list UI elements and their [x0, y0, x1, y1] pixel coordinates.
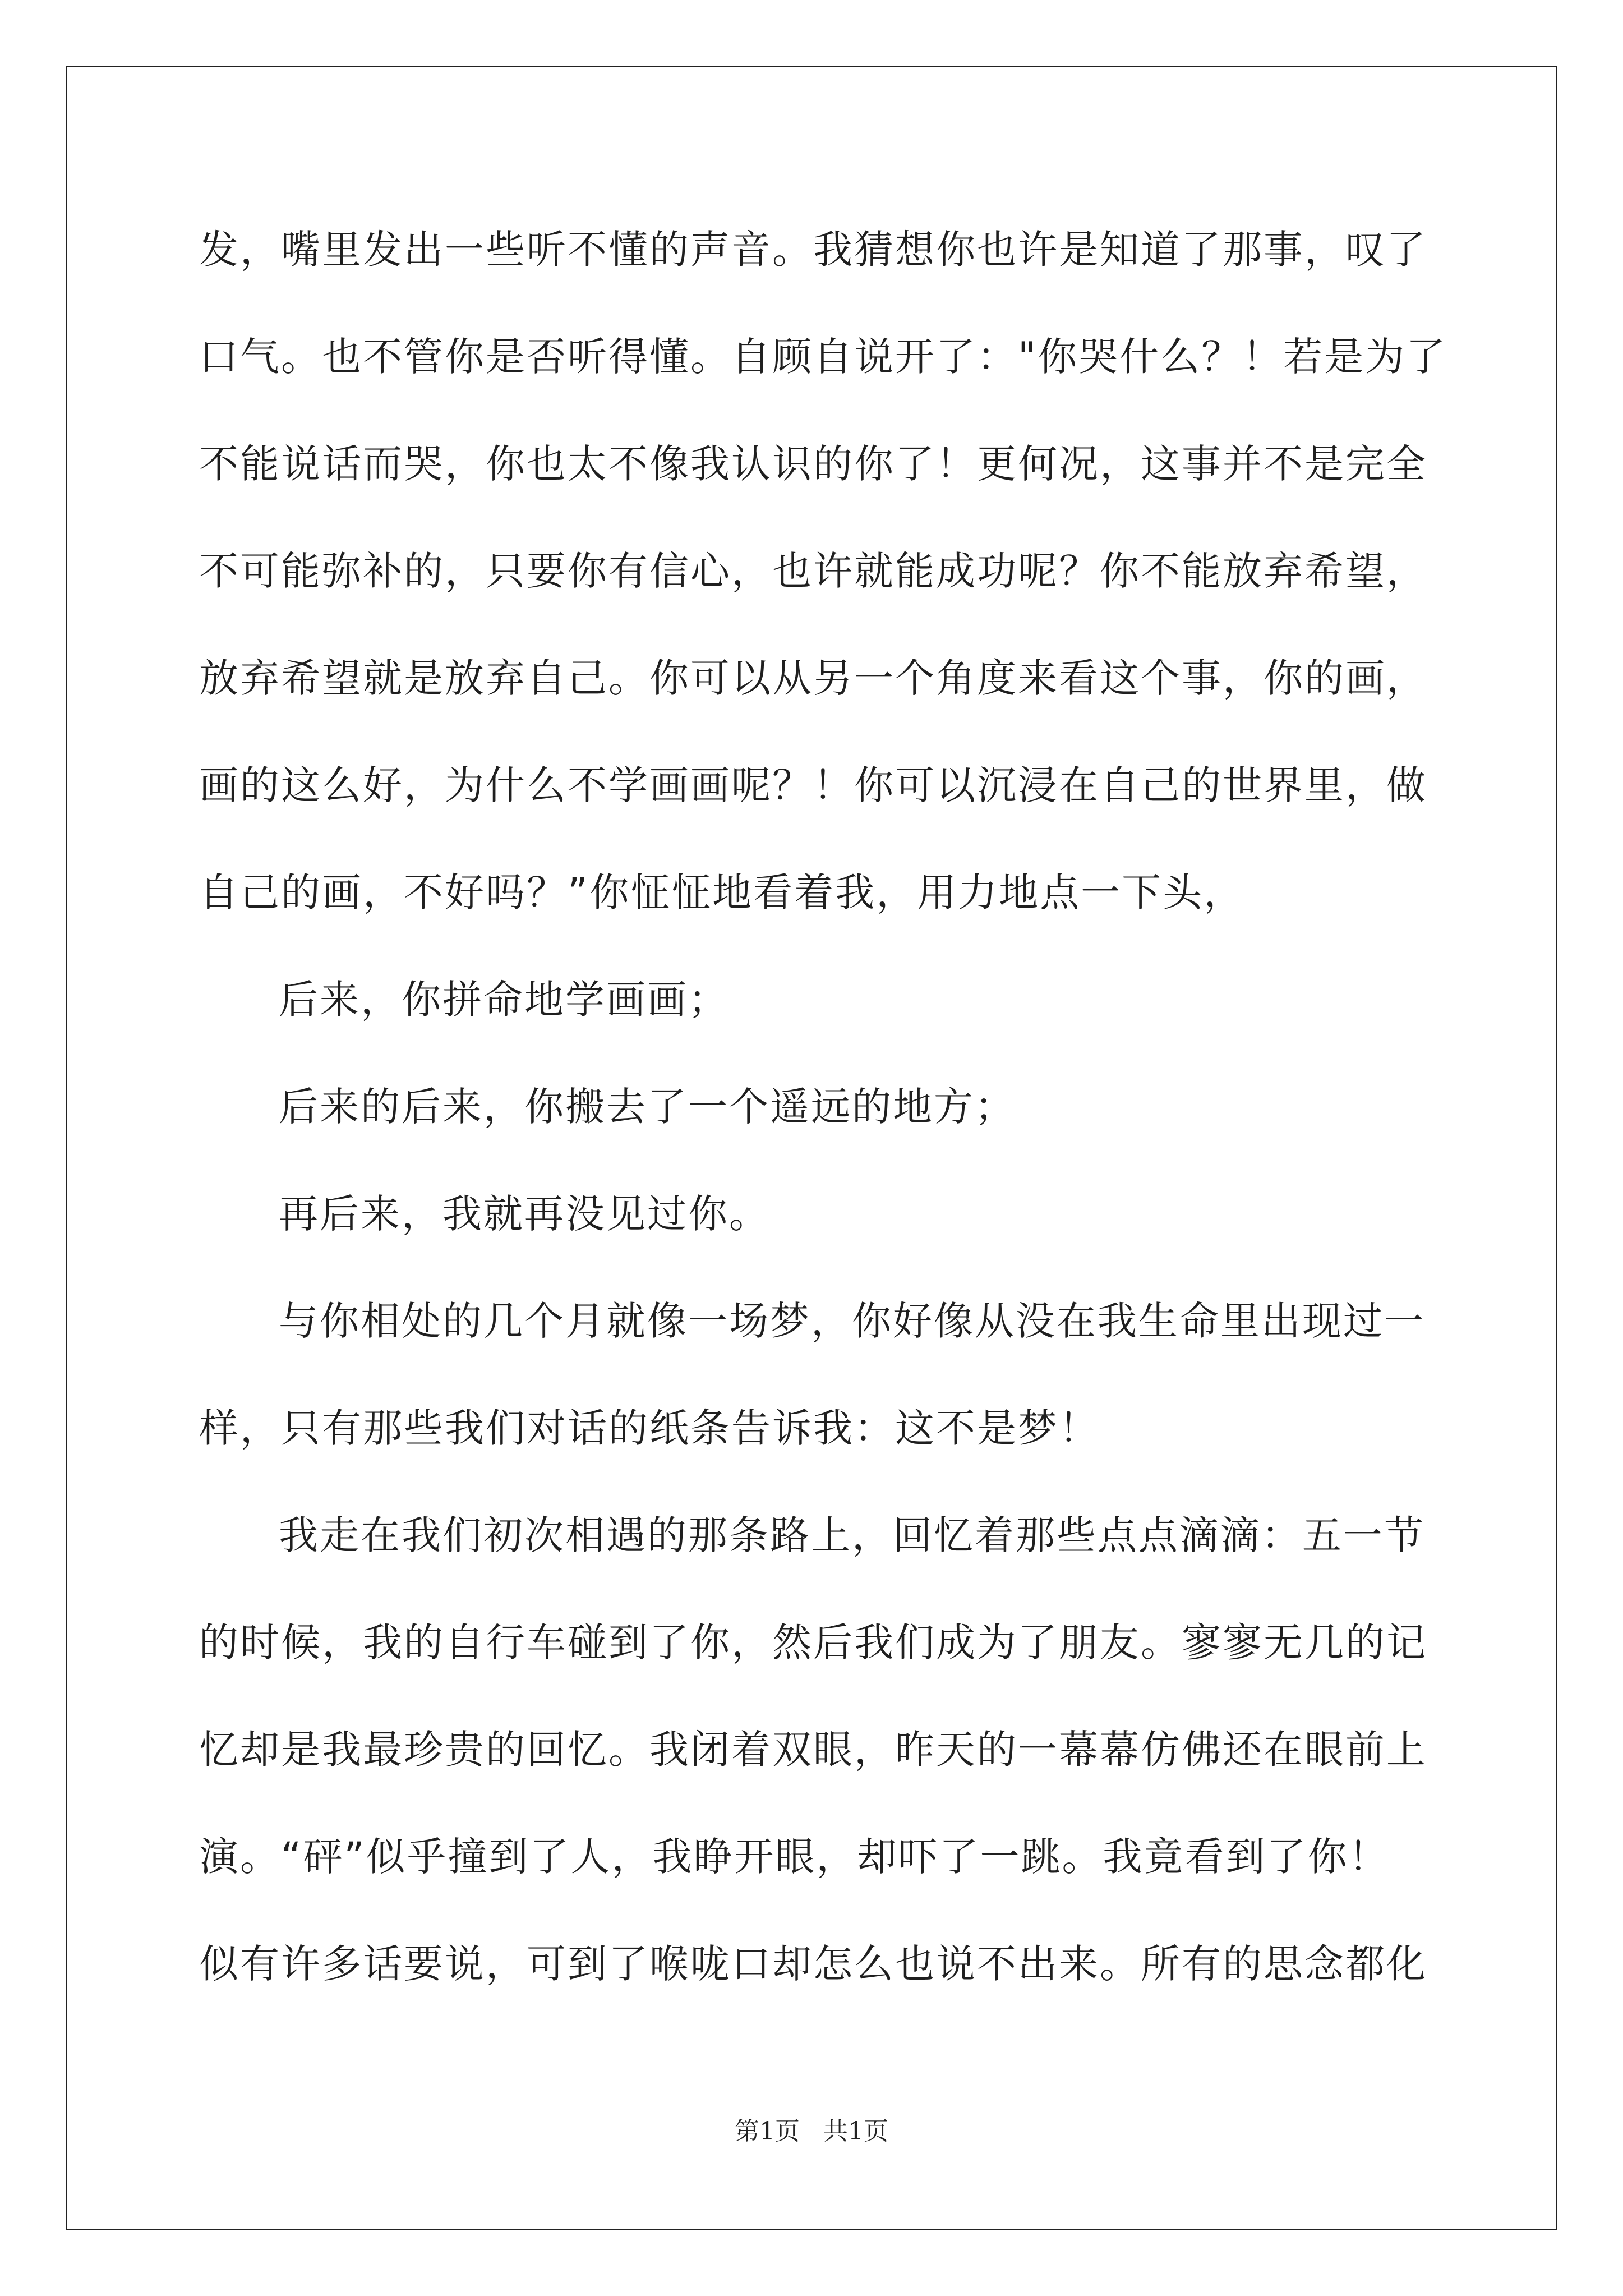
- text-line: 的时候，我的自行车碰到了你，然后我们成为了朋友。寥寥无几的记: [199, 1619, 1427, 1665]
- text-line: 后来，你拼命地学画画；: [279, 977, 729, 1023]
- text-line: 我走在我们初次相遇的那条路上，回忆着那些点点滴滴：五一节: [279, 1512, 1425, 1558]
- text-line: 自己的画，不好吗？”你怔怔地看着我，用力地点一下头，: [199, 869, 1245, 915]
- text-line: 口气。也不管你是否听得懂。自顾自说开了："你哭什么？！若是为了: [199, 334, 1447, 380]
- text-line: 后来的后来，你搬去了一个遥远的地方；: [279, 1084, 1016, 1130]
- text-line: 样，只有那些我们对话的纸条告诉我：这不是梦！: [199, 1405, 1100, 1451]
- text-line: 发，嘴里发出一些听不懂的声音。我猜想你也许是知道了那事，叹了: [199, 227, 1427, 273]
- text-line: 画的这么好，为什么不学画画呢？！你可以沉浸在自己的世界里，做: [199, 762, 1427, 808]
- text-line: 与你相处的几个月就像一场梦，你好像从没在我生命里出现过一: [279, 1298, 1425, 1344]
- text-line: 不可能弥补的，只要你有信心，也许就能成功呢？你不能放弃希望，: [199, 548, 1427, 594]
- page-number-footer: 第1页 共1页: [735, 2117, 888, 2146]
- text-line: 忆却是我最珍贵的回忆。我闭着双眼，昨天的一幕幕仿佛还在眼前上: [199, 1727, 1427, 1773]
- document-body: [199, 196, 1447, 2018]
- text-line: 不能说话而哭，你也太不像我认识的你了！更何况，这事并不是完全: [199, 441, 1427, 487]
- text-line: 似有许多话要说，可到了喉咙口却怎么也说不出来。所有的思念都化: [199, 1941, 1427, 1987]
- text-line: 演。“砰”似乎撞到了人，我睁开眼，却吓了一跳。我竟看到了你！: [199, 1834, 1390, 1880]
- text-line: 再后来，我就再没见过你。: [279, 1191, 770, 1237]
- text-line: 放弃希望就是放弃自己。你可以从另一个角度来看这个事，你的画，: [199, 655, 1427, 701]
